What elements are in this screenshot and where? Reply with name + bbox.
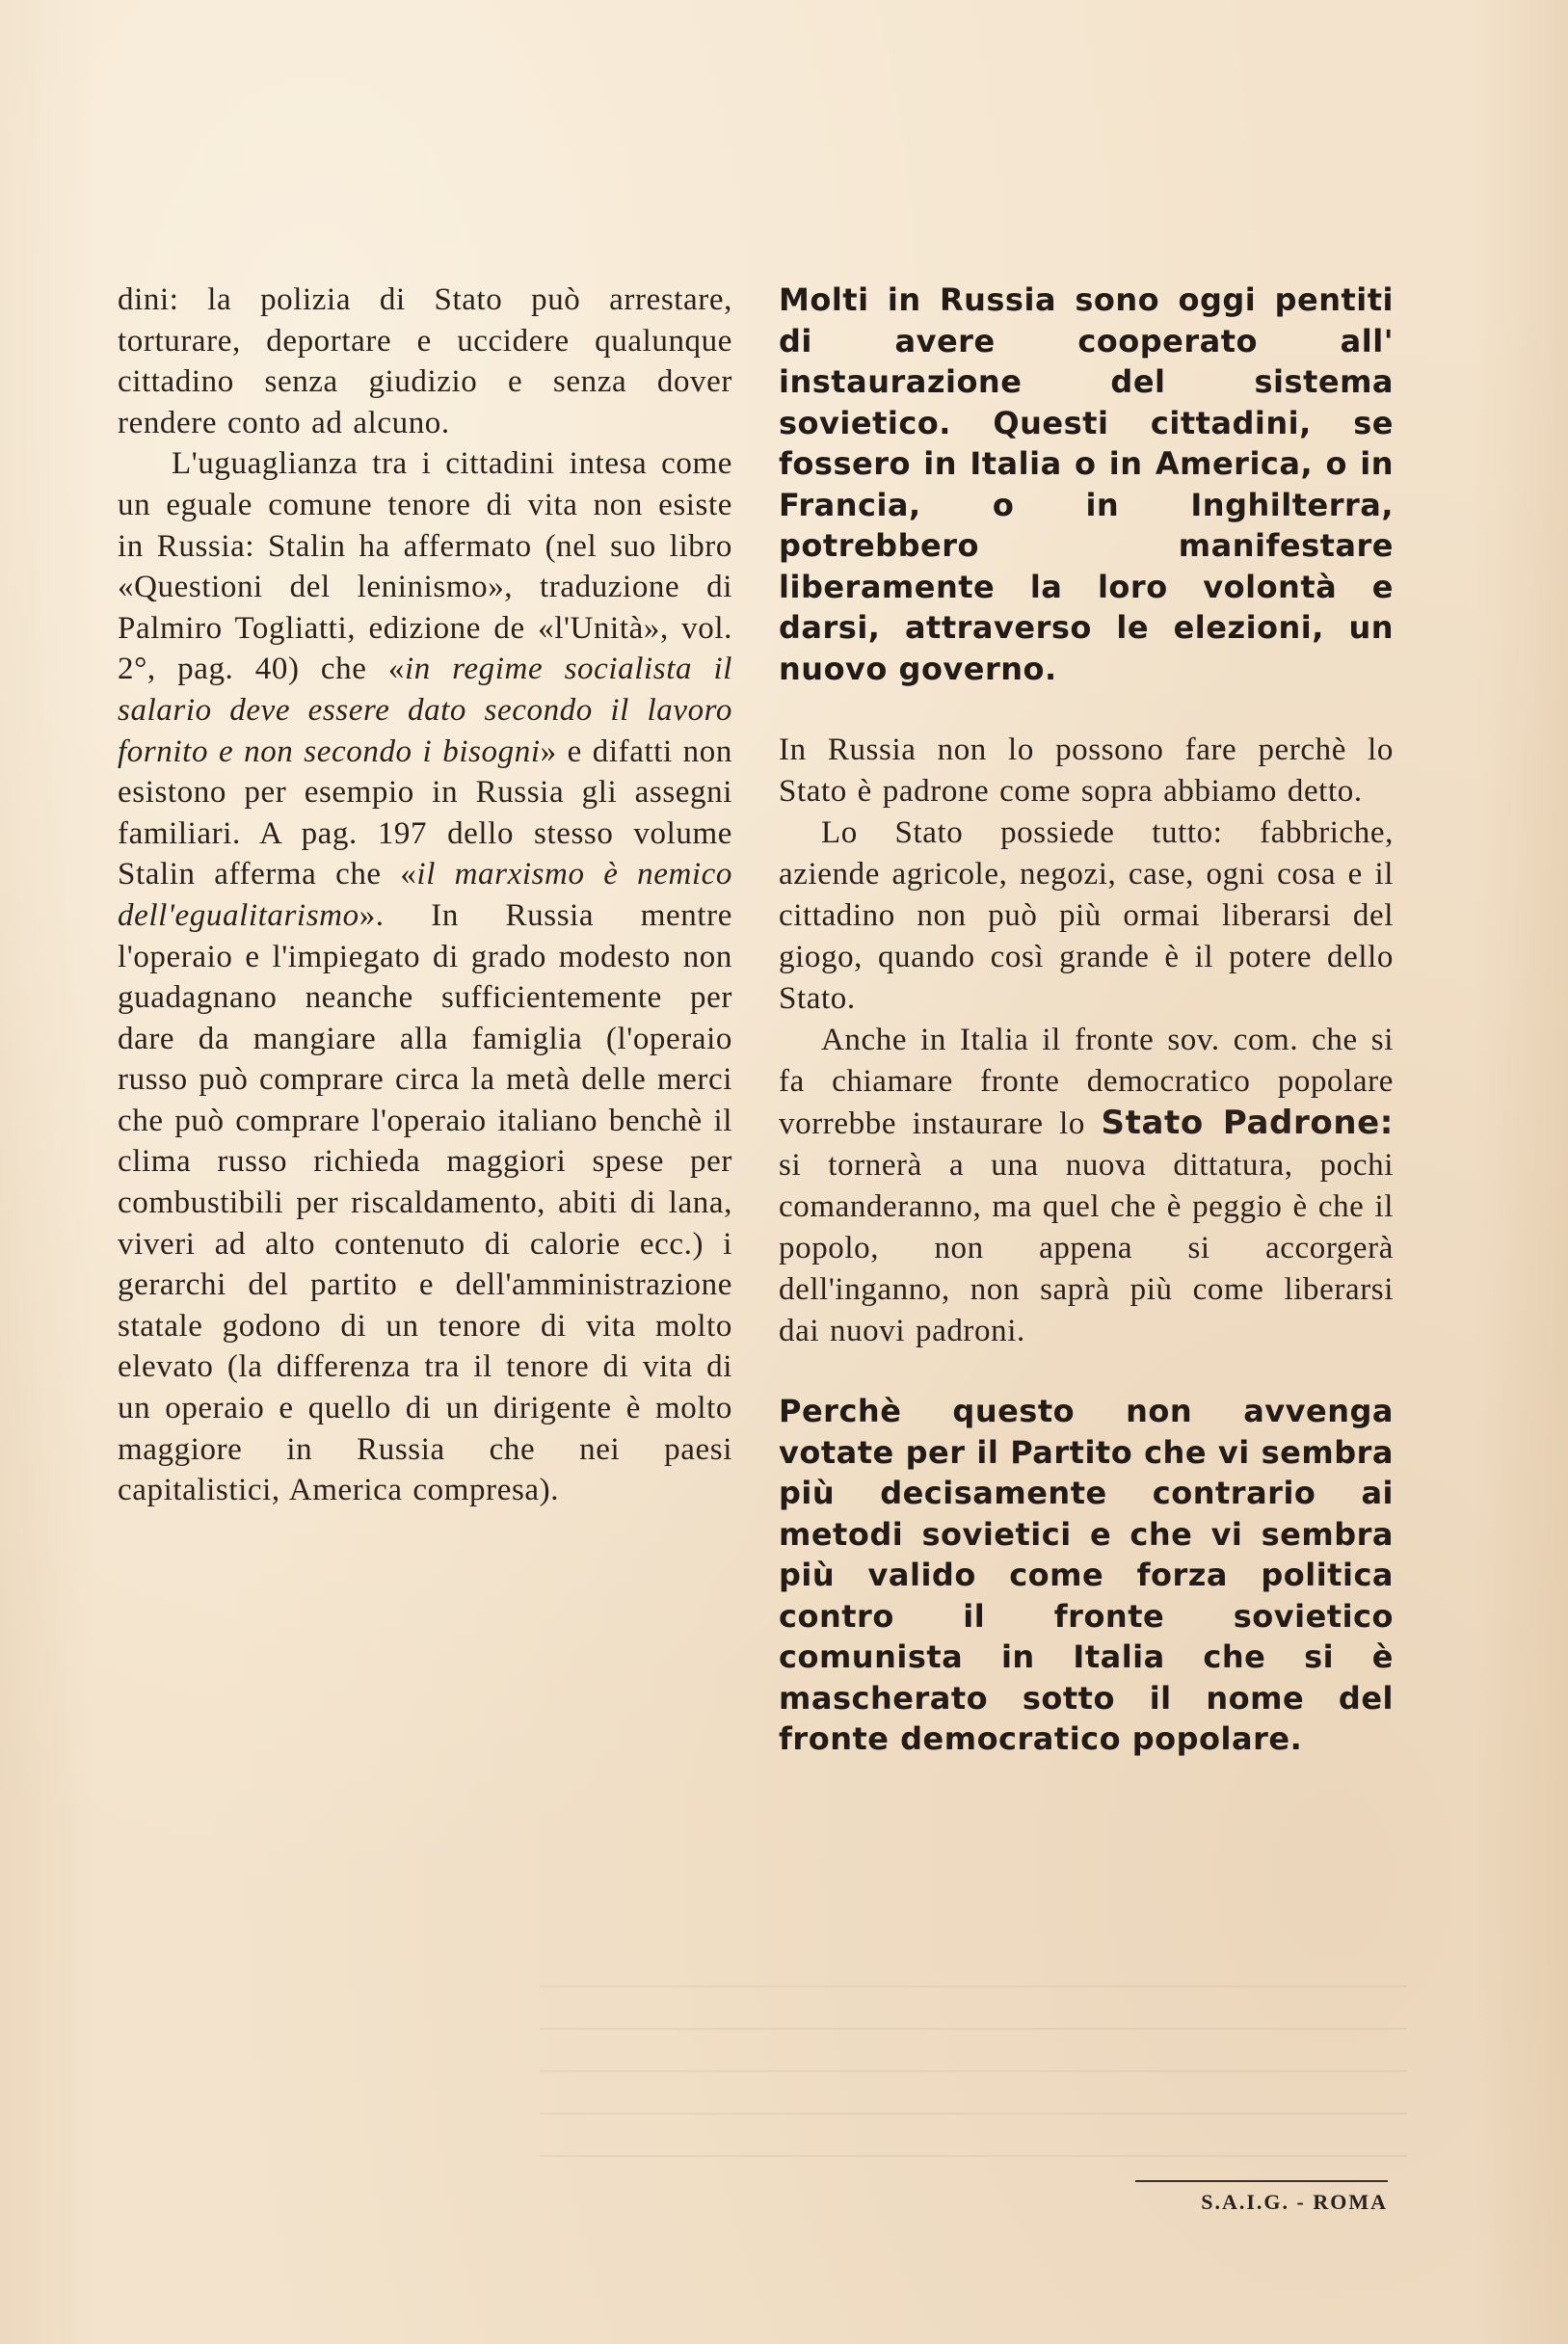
left-paragraph-2-part-b: » e difatti non esistono per esempio in Russia gli assegni familiari. A pag. 197 dello stesso volume Stalin afferma che « (118, 733, 732, 892)
left-paragraph-1: dini: la polizia di Stato può arrestare, torturare, deportare e uccidere qualunque cittadino senza giudizio e senza dover rendere conto ad alcuno. (118, 282, 732, 440)
printer-imprint: S.A.I.G. - ROMA (1201, 2190, 1388, 2214)
bold-heading-2: Perchè questo non avvenga votate per il Partito che vi sembra più decisamente contrario ai metodi sovietici e che vi sembra più valido come forza politica contro il fronte sovietico comunista in Italia che si è mascherato sotto il nome del fronte democratico popolare. (779, 1393, 1394, 1757)
left-paragraph-2-part-a: L'uguaglianza tra i cittadini intesa come un eguale comune tenore di vita non esiste in Russia: Stalin ha affermato (nel suo libro «Questioni del leninismo», traduzione di Palmiro Togliatti, edizione de «l'Unità», vol. 2°, pag. 40) che « (118, 446, 732, 687)
right-column (779, 280, 1394, 1760)
bleed-through-texture (540, 1985, 1407, 2198)
right-paragraph-2: Lo Stato possiede tutto: fabbriche, aziende agricole, negozi, case, ogni cosa e il cittadino non può più ormai liberarsi del giogo, quando così grande è il potere dello Stato. (779, 815, 1394, 1016)
stalin-quote-salary: in regime socialista il salario deve essere dato secondo il lavoro fornito e non secondo i bisogni (118, 652, 732, 769)
left-paragraph-2-part-c: ». In Russia mentre l'operaio e l'impiegato di grado modesto non guadagnano neanche sufficientemente per dare da mangiare alla famiglia (l'operaio russo può comprare circa la metà delle merci che può comprare l'operaio italiano benchè il clima russo richieda maggiori spese per combustibili per riscaldamento, abiti di lana, viveri ad alto contenuto di calorie ecc.) i gerarchi del partito e dell'amministrazione statale godono di un tenore di vita molto elevato (la differenza tra il tenore di vita di un operaio e quello di un dirigente è molto maggiore in Russia che nei paesi capitalistici, America compresa). (118, 897, 732, 1508)
right-paragraph-3-part-a: Anche in Italia il fronte sov. com. che si fa chiamare fronte democratico popolare vorrebbe instaurare lo (779, 1023, 1394, 1141)
bold-heading-1: Molti in Russia sono oggi pentiti di avere cooperato all' instaurazione del sistema sovietico. Questi cittadini, se fossero in Italia o in America, o in Francia, o in Inghilterra, potrebbero manifestare liberamente la loro volontà e darsi, attraverso le elezioni, un nuovo governo. (779, 281, 1394, 687)
right-paragraph-3 (779, 1020, 1394, 1352)
stalin-quote-egalitarianism: il marxismo è nemico dell'egualitarismo (118, 857, 732, 933)
footer-divider (1135, 2180, 1388, 2182)
left-column (118, 280, 732, 1511)
right-paragraph-3-part-b: si tornerà a una nuova dittatura, pochi comanderanno, ma quel che è peggio è che il popolo, non appena si accorgerà dell'inganno, non saprà più come liberarsi dai nuovi padroni. (779, 1148, 1394, 1348)
stato-padrone-emphasis: Stato Padrone: (1101, 1104, 1394, 1142)
right-paragraph-1: In Russia non lo possono fare perchè lo Stato è padrone come sopra abbiamo detto. (779, 732, 1394, 809)
left-paragraph-2 (118, 443, 732, 1510)
